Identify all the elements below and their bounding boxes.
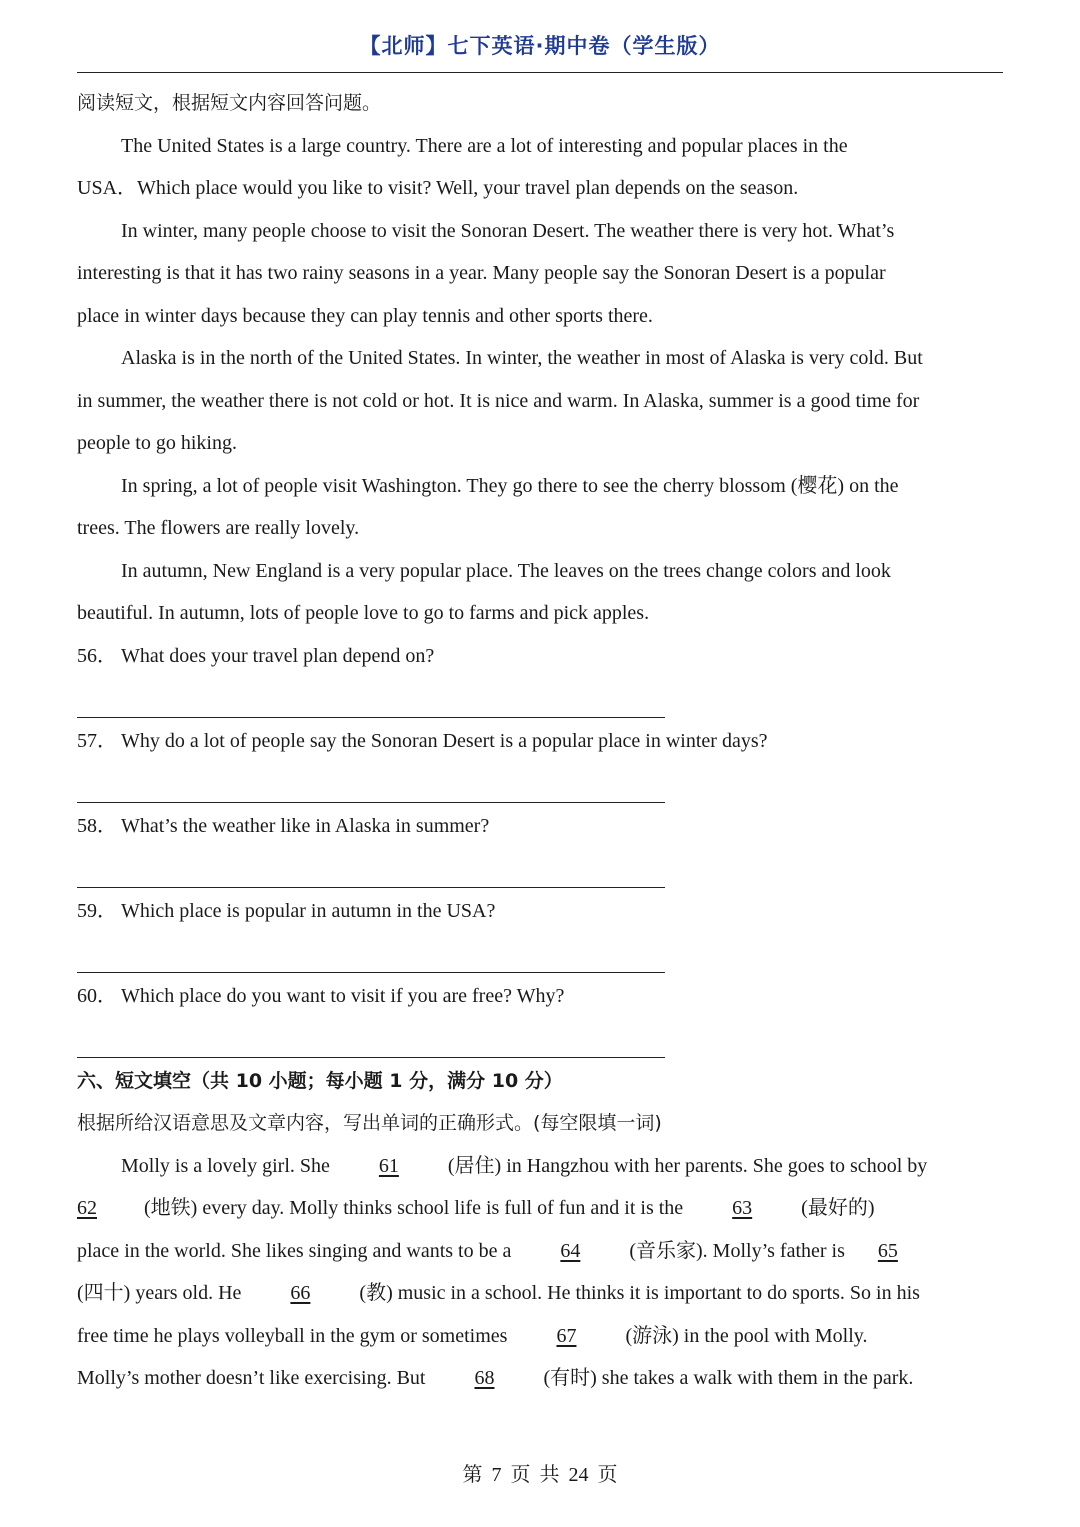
answer-line-59[interactable] [77,932,1003,975]
question-59 [77,890,1003,933]
cloze-line [77,1145,1003,1188]
question-number: 58． [77,814,117,837]
cloze-text: free time he plays volleyball in the gym or sometimes [77,1324,508,1347]
question-text: Which place do you want to visit if you are free? Why? [121,984,565,1007]
cloze-line [77,1315,1003,1358]
page-content [77,82,1003,1400]
blank-67[interactable]: 67 [556,1324,577,1347]
passage-line: Alaska is in the north of the United States. In winter, the weather in most of Alaska is very cold. But [121,347,923,369]
passage-line: people to go hiking. [77,432,237,454]
cloze-line [77,1357,1003,1400]
cloze-text: (地铁) every day. Molly thinks school life is full of fun and it is the [144,1197,684,1219]
answer-line-57[interactable] [77,762,1003,805]
passage-line: The United States is a large country. There are a lot of interesting and popular places in the [121,134,848,157]
cloze-text: Molly’s mother doesn’t like exercising. But [77,1367,426,1389]
question-text: Which place is popular in autumn in the USA? [121,899,496,922]
cloze-line [77,1272,1003,1315]
blank-63[interactable]: 63 [732,1197,753,1219]
cloze-instruction: 根据所给汉语意思及文章内容，写出单词的正确形式。(每空限填一词) [77,1112,662,1134]
cloze-text: (最好的) [801,1197,875,1219]
cloze-text: (教) music in a school. He thinks it is important to do sports. So in his [359,1282,920,1304]
question-58 [77,805,1003,848]
cloze-text: (居住) in Hangzhou with her parents. She goes to school by [447,1154,928,1177]
passage-line: In spring, a lot of people visit Washington. They go there to see the cherry blossom (樱花) on the [121,474,899,497]
cloze-line [77,1187,1003,1230]
reading-instruction: 阅读短文，根据短文内容回答问题。 [77,92,382,114]
passage-line: place in winter days because they can play tennis and other sports there. [77,304,653,327]
passage-line: interesting is that it has two rainy seasons in a year. Many people say the Sonoran Desert is a popular [77,262,886,284]
page-number: 第 7 页 共 24 页 [462,1464,618,1486]
page-header-title: 【北师】七下英语·期中卷（学生版） [359,34,721,58]
cloze-line [77,1230,1003,1273]
answer-line-56[interactable] [77,677,1003,720]
question-57 [77,720,1003,763]
cloze-text: (四十) years old. He [77,1282,242,1304]
blank-68[interactable]: 68 [474,1367,495,1389]
passage-line: USA．Which place would you like to visit? Well, your travel plan depends on the season. [77,177,799,199]
question-number: 60． [77,984,117,1007]
passage-line: In winter, many people choose to visit the Sonoran Desert. The weather there is very hot. What’s [121,219,895,242]
cloze-text: (游泳) in the pool with Molly. [625,1324,868,1347]
cloze-section-title: 六、短文填空（共 10 小题；每小题 1 分，满分 10 分） [77,1069,563,1092]
blank-62[interactable]: 62 [77,1197,97,1219]
question-56 [77,635,1003,678]
answer-line-60[interactable] [77,1017,1003,1060]
question-text: Why do a lot of people say the Sonoran Desert is a popular place in winter days? [121,729,768,752]
answer-line-58[interactable] [77,847,1003,890]
blank-61[interactable]: 61 [378,1154,399,1177]
passage-line: In autumn, New England is a very popular place. The leaves on the trees change colors and look [121,559,891,582]
blank-65[interactable]: 65 [877,1239,898,1262]
blank-64[interactable]: 64 [560,1239,581,1262]
question-text: What does your travel plan depend on? [121,644,435,667]
question-text: What’s the weather like in Alaska in summer? [121,814,490,837]
question-number: 56． [77,644,117,667]
passage-line: beautiful. In autumn, lots of people love to go to farms and pick apples. [77,602,650,624]
question-number: 57． [77,729,117,752]
passage-line: in summer, the weather there is not cold or hot. It is nice and warm. In Alaska, summer is a good time for [77,389,920,412]
cloze-text: (音乐家). Molly’s father is [629,1239,845,1262]
question-60 [77,975,1003,1018]
question-number: 59． [77,899,117,922]
header-divider [77,72,1003,73]
cloze-text: Molly is a lovely girl. She [121,1154,330,1177]
cloze-text: place in the world. She likes singing and wants to be a [77,1239,512,1262]
blank-66[interactable]: 66 [290,1282,311,1304]
passage-line: trees. The flowers are really lovely. [77,517,360,539]
cloze-text: (有时) she takes a walk with them in the park. [543,1367,914,1389]
